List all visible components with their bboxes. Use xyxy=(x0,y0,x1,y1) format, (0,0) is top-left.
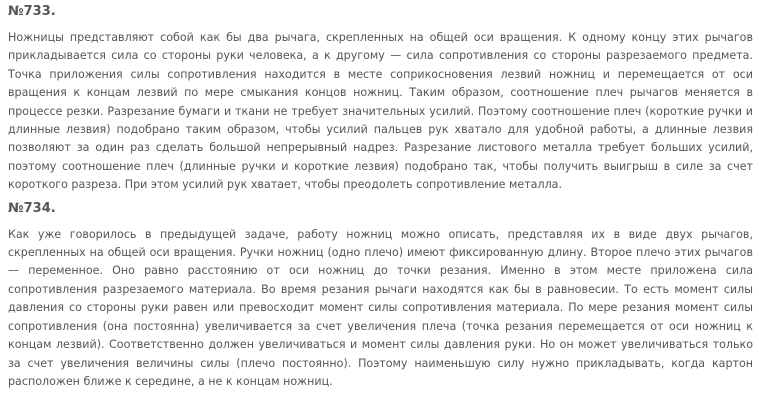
problem-text-734: Как уже говорилось в предыдущей задаче, работу ножниц можно описать, представляя их в виде двух рычагов, скрепленных на общей оси вращения. Ручки ножниц (одно плечо) имеют фиксированную длину. Второе плечо этих рычагов — переменное. Оно равно расстоянию от оси ножниц до точки резания. Именно в этом месте приложена сила сопротивления разрезаемого материала. Во время резания рычаги находятся как бы в равновесии. То есть момент силы давления со стороны руки равен или превосходит момент силы сопротивления материала. По мере резания момент силы сопротивления (она постоянна) увеличивается за счет увеличения плеча (точка резания перемещается от оси ножниц к концам лезвий). Соответственно должен увеличиваться и момент силы давления руки. Но он может увеличиваться только за счет увеличения величины силы (плечо постоянно). Поэтому наименьшую силу нужно прикладывать, когда картон расположен ближе к середине, а не к концам ножниц. xyxy=(8,227,753,388)
problem-text-733: Ножницы представляют собой как бы два рычага, скрепленных на общей оси вращения. К одному концу этих рычагов прикладывается сила со стороны руки человека, а к другому — сила сопротивления со стороны разрезаемого предмета. Точка приложения силы сопротивления находится в месте соприкосновения лезвий ножниц и перемещается от оси вращения к концам лезвий по мере смыкания концов ножниц. Таким образом, соотношение плеч рычагов меняется в процессе резки. Разрезание бумаги и ткани не требует значительных усилий. Поэтому соотношение плеч (короткие ручки и длинные лезвия) подобрано таким образом, чтобы усилий пальцев рук хватало для удобной работы, а длинные лезвия позволяют за один раз сделать большой непрерывный надрез. Разрезание листового металла требует больших усилий, поэтому соотношение плеч (длинные ручки и короткие лезвия) подобрано так, чтобы получить выигрыш в силе за счет короткого разреза. При этом усилий рук хватает, чтобы преодолеть сопротивление металла. xyxy=(8,31,753,192)
problem-number-733: №733. xyxy=(8,4,56,19)
problem-number-734: №734. xyxy=(8,200,56,216)
